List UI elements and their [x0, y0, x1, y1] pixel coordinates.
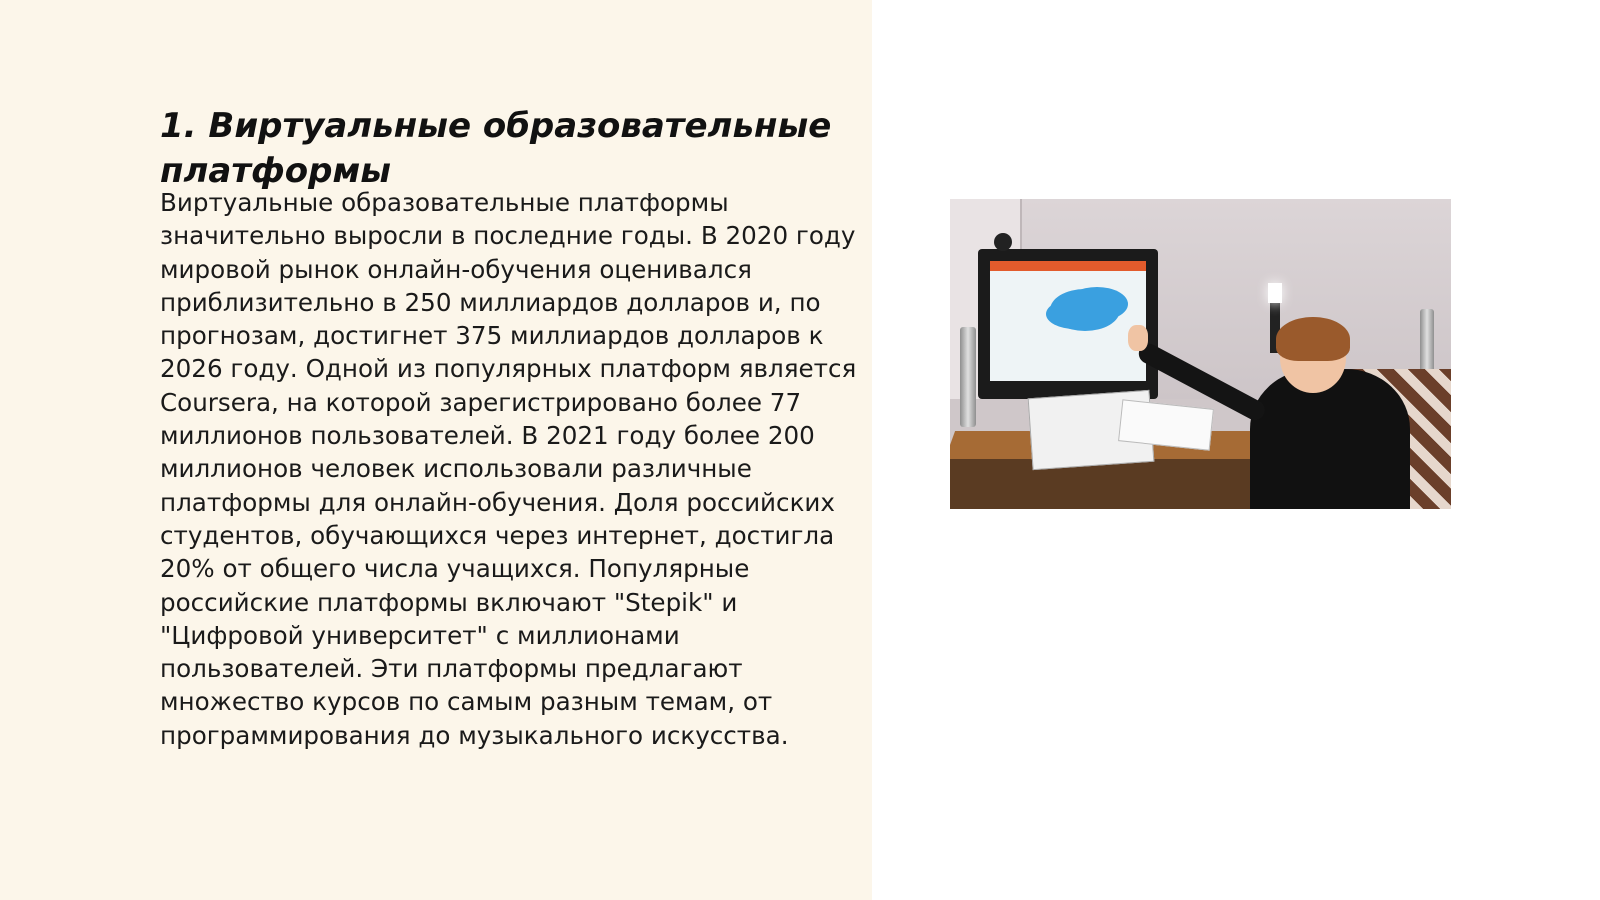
slide-title: 1. Виртуальные образовательные платформы	[160, 106, 832, 191]
photo-speaker-left	[960, 327, 976, 427]
photo-boy-at-computer	[950, 199, 1451, 509]
photo-boy-body	[1250, 369, 1410, 509]
photo-boy-hair	[1276, 317, 1350, 361]
photo-lamp-light	[1268, 283, 1282, 303]
slide-body-text: Виртуальные образовательные платформы значительно выросли в последние годы. В 2020 году мировой рынок онлайн-обучения оценивался приблизительно в 250 миллиардов долларов и, по прогнозам, достигнет 375 миллиардов долларов к 2026 году. Одной из популярных платформ является Coursera, на которой зарегистрировано более 77 миллионов пользователей. В 2021 году более 200 миллионов человек использовали различные платформы для онлайн-обучения. Доля российских студентов, обучающихся через интернет, достигла 20% от общего числа учащихся. Популярные российские платформы включают "Stepik" и "Цифровой университет" с миллионами пользователей. Эти платформы предлагают множество курсов по самым разным темам, от программирования до музыкального искусства.	[160, 188, 857, 750]
photo-screen-cloud	[1050, 289, 1120, 331]
photo-boy-hand	[1128, 325, 1148, 351]
photo-screen-toolbar	[990, 261, 1146, 271]
photo-webcam	[994, 233, 1012, 251]
